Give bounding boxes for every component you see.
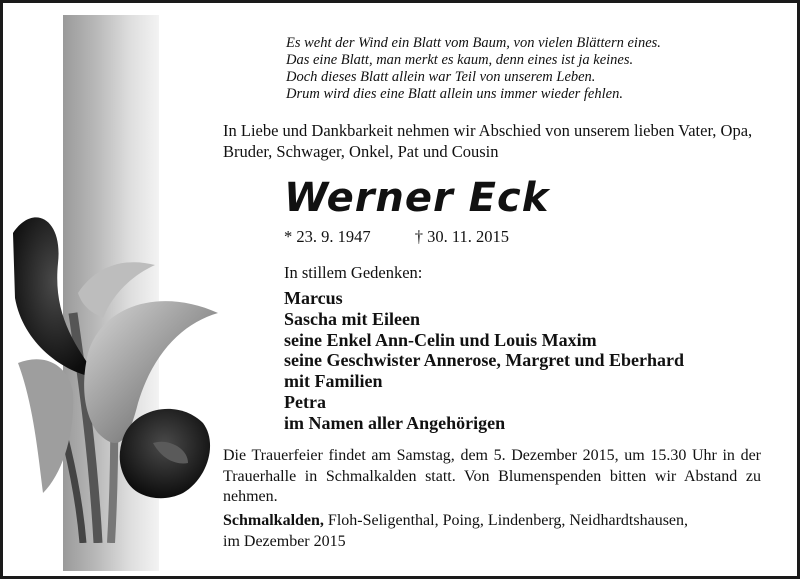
- mourner-line: Marcus: [284, 288, 343, 308]
- mourner-line: seine Geschwister Annerose, Margret und Eberhard: [284, 350, 684, 371]
- poem-line: Es weht der Wind ein Blatt vom Baum, von vielen Blättern eines.: [286, 35, 661, 51]
- mourner-line: Petra: [284, 391, 326, 412]
- poem: [286, 35, 706, 103]
- intro-text: In Liebe und Dankbarkeit nehmen wir Abschied von unserem lieben Vater, Opa, Bruder, Schwager, Onkel, Pat und Cousin: [223, 121, 753, 161]
- poem-line: Drum wird dies eine Blatt allein uns immer wieder fehlen.: [286, 86, 623, 102]
- poem-line: Doch dieses Blatt allein war Teil von unserem Leben.: [286, 69, 596, 85]
- death-date: † 30. 11. 2015: [414, 227, 510, 246]
- mourner-line: im Namen aller Angehörigen: [284, 412, 506, 433]
- places-rest: Floh-Seligenthal, Poing, Lindenberg, Neidhardtshausen,: [323, 512, 689, 529]
- calla-lily-illustration: [3, 203, 233, 543]
- birth-date: * 23. 9. 1947: [284, 227, 371, 246]
- life-dates: [284, 227, 509, 247]
- places-lead: Schmalkalden,: [223, 512, 324, 529]
- deceased-name: Werner Eck: [284, 175, 550, 221]
- gedenken-label: In stillem Gedenken:: [284, 263, 423, 282]
- poem-line: Das eine Blatt, man merkt es kaum, denn eines ist ja keines.: [286, 52, 634, 68]
- notice-date: im Dezember 2015: [223, 532, 346, 550]
- mourner-line: seine Enkel Ann-Celin und Louis Maxim: [284, 329, 597, 350]
- mourner-line: mit Familien: [284, 371, 383, 392]
- places-and-date: [223, 511, 761, 552]
- mourner-line: Sascha mit Eileen: [284, 308, 421, 329]
- service-info: Die Trauerfeier findet am Samstag, dem 5. Dezember 2015, um 15.30 Uhr in der Trauerhalle in Schmalkalden statt. Von Blumenspenden bitten wir Abstand zu nehmen.: [223, 447, 761, 505]
- mourners-list: [284, 288, 684, 434]
